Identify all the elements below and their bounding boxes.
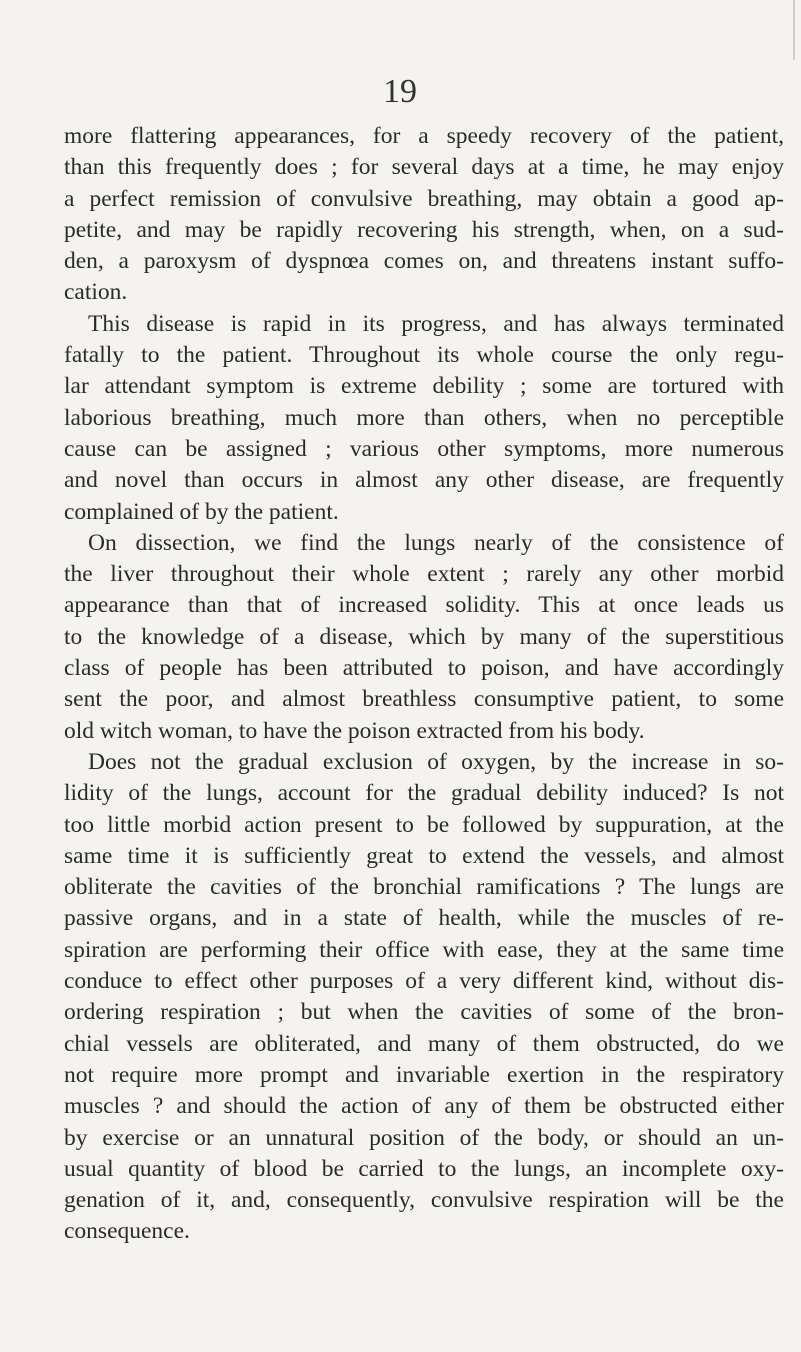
text-line: class of people has been attributed to poison, and have accordingly [64,655,784,682]
text-line: lidity of the lungs, account for the gradual debility induced? Is not [64,780,784,807]
text-line: and novel than occurs in almost any other disease, are frequently [64,467,784,494]
text-line: chial vessels are obliterated, and many of them obstructed, do we [64,1030,784,1057]
text-line: by exercise or an unnatural position of the body, or should an un- [64,1124,784,1151]
text-line: conduce to effect other purposes of a very different kind, without dis- [64,968,784,995]
body-text [64,121,784,1248]
text-line: to the knowledge of a disease, which by many of the superstitious [64,623,784,650]
text-line: a perfect remission of convulsive breathing, may obtain a good ap- [64,185,784,212]
text-line: sent the poor, and almost breathless consumptive patient, to some [64,686,784,713]
text-line: laborious breathing, much more than others, when no perceptible [64,404,784,431]
text-line: same time it is sufficiently great to extend the vessels, and almost [64,842,784,869]
text-line: passive organs, and in a state of health, while the muscles of re- [64,905,784,932]
text-line: den, a paroxysm of dyspnœa comes on, and threatens instant suffo- [64,248,784,275]
text-line: spiration are performing their office with ease, they at the same time [64,936,784,963]
text-line: obliterate the cavities of the bronchial ramifications ? The lungs are [64,874,784,901]
text-line: old witch woman, to have the poison extracted from his body. [64,717,645,744]
text-line: not require more prompt and invariable exertion in the respiratory [64,1061,784,1088]
page-number: 19 [383,73,417,110]
text-line: fatally to the patient. Throughout its whole course the only regu- [64,342,784,369]
page-edge-mark [793,0,795,60]
text-line: appearance than that of increased solidity. This at once leads us [64,592,784,619]
text-line: than this frequently does ; for several days at a time, he may enjoy [64,154,784,181]
text-line: cause can be assigned ; various other symptoms, more numerous [64,435,784,462]
text-line: cation. [64,279,128,306]
text-line: the liver throughout their whole extent ; rarely any other morbid [64,561,784,588]
text-line: consequence. [64,1218,190,1245]
text-line: more flattering appearances, for a speedy recovery of the patient, [64,123,784,149]
text-line: This disease is rapid in its progress, and has always terminated [88,310,784,337]
text-line: genation of it, and, consequently, convulsive respiration will be the [64,1187,784,1214]
text-line: usual quantity of blood be carried to the lungs, an incomplete oxy- [64,1155,784,1182]
text-line: lar attendant symptom is extreme debility ; some are tortured with [64,373,784,400]
text-line: complained of by the patient. [64,498,339,525]
text-line: petite, and may be rapidly recovering his strength, when, on a sud- [64,216,784,243]
text-line: On dissection, we find the lungs nearly of the consistence of [88,529,784,556]
text-line: too little morbid action present to be followed by suppuration, at the [64,811,784,838]
text-line: Does not the gradual exclusion of oxygen, by the increase in so- [88,748,784,775]
text-line: ordering respiration ; but when the cavities of some of the bron- [64,999,784,1026]
text-line: muscles ? and should the action of any of them be obstructed either [64,1093,784,1120]
